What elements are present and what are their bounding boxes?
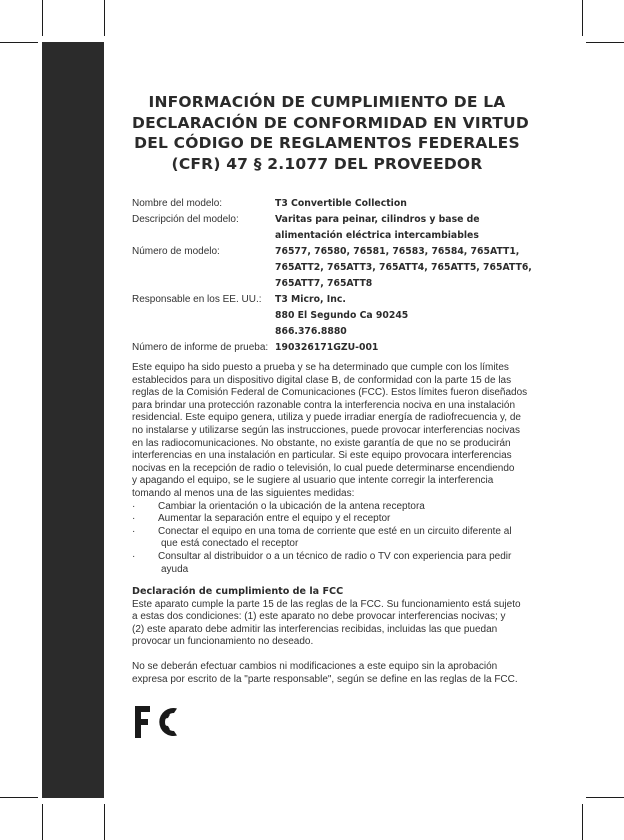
document-title [132,92,529,174]
paragraph-line: establecidos para un dispositivo digital clase B, de conformidad con la parte 15 de las [132,374,512,386]
list-item [132,513,522,526]
paragraph-line: no instalarse y utilizarse según las instrucciones, puede provocar interferencias nocivas [132,424,520,436]
spec-label: Número de informe de prueba: [132,342,269,353]
bullet-marker: · [132,550,136,562]
fcc-paragraph [132,599,522,649]
list-item-text [158,551,511,576]
spec-row-test-report [132,340,522,356]
spec-value [275,196,407,212]
spec-value-line: 866.376.8880 [275,326,347,337]
spec-value [275,292,408,340]
list-item-text [158,513,390,526]
list-item-line: Conectar el equipo en una toma de corriente que esté en un circuito diferente al [158,525,512,537]
crop-mark [0,797,38,798]
spec-value-line: 765ATT2, 765ATT3, 765ATT4, 765ATT5, 765ATT6, [275,262,532,273]
paragraph-line: provocar un funcionamiento no deseado. [132,636,314,648]
spec-label: Descripción del modelo: [132,214,239,225]
crop-mark [586,42,624,43]
paragraph-line: reglas de la Comisión Federal de Comunicaciones (FCC). Estos límites fueron diseñados [132,387,528,399]
spec-value-line: T3 Convertible Collection [275,198,407,209]
paragraph-line: nocivas en la recepción de radio o televisión, lo cual puede determinarse encendiendo [132,462,515,474]
spec-label: Responsable en los EE. UU.: [132,294,262,305]
paragraph-line: en las radiocomunicaciones. No obstante, no existe garantía de que no se producirán [132,437,511,449]
paragraph-line: tomando al menos una de las siguientes medidas: [132,487,355,499]
list-item-text [158,526,512,551]
paragraph-line: Este aparato cumple la parte 15 de las reglas de la FCC. Su funcionamiento está sujeto [132,598,521,610]
title-line: (CFR) 47 § 2.1077 DEL PROVEEDOR [171,154,483,173]
fcc-section-heading: Declaración de cumplimiento de la FCC [132,586,344,598]
list-item-line: Cambiar la orientación o la ubicación de la antena receptora [158,500,425,512]
crop-mark [0,42,38,43]
spec-value [275,244,532,292]
list-item [132,526,522,551]
fcc-logo-icon [133,704,179,745]
spec-value [275,340,378,356]
spec-row-model-description [132,212,522,244]
bullet-marker: · [132,513,136,525]
list-item-line: Consultar al distribuidor o a un técnico de radio o TV con experiencia para pedir [158,550,512,562]
compliance-paragraph [132,362,528,501]
spec-value-line: 880 El Segundo Ca 90245 [275,310,409,321]
fcc-logo-graphic [133,704,179,740]
spec-value [275,212,480,244]
changes-notice [132,661,522,686]
paragraph-line: y apagando el equipo, se le sugiere al usuario que intente corregir la interferencia [132,475,494,487]
list-item [132,501,522,514]
spec-table [132,196,532,356]
spec-value-line: 190326171GZU-001 [275,342,379,353]
paragraph-line: (2) este aparato debe admitir las interferencias recibidas, incluidas las que puedan [132,623,498,635]
title-line: INFORMACIÓN DE CUMPLIMIENTO DE LA [148,93,506,111]
paragraph-line: para brindar una protección razonable contra la interferencia nociva en una instalación [132,399,516,411]
dark-spine-band [42,42,104,798]
crop-mark [104,804,105,840]
paragraph-line: interferencias en una instalación en particular. Si este equipo provocara interferencias [132,450,512,462]
crop-mark [42,804,43,840]
spec-value-line: alimentación eléctrica intercambiables [275,230,479,241]
spec-label: Número de modelo: [132,246,220,257]
document-body [132,92,532,686]
spec-value-line: Varitas para peinar, cilindros y base de [275,214,480,225]
bullet-marker: · [132,525,136,537]
measures-list [132,501,522,577]
spec-value-line: 76577, 76580, 76581, 76583, 76584, 765ATT1, [275,246,520,257]
crop-mark [586,797,624,798]
paragraph-line: residencial. Este equipo genera, utiliza y puede irradiar energía de radiofrecuencia y, de [132,412,521,424]
crop-mark [42,0,43,36]
list-item-line: que está conectado el receptor [161,538,299,550]
bullet-marker: · [132,500,136,512]
spec-value-line: T3 Micro, Inc. [275,294,346,305]
list-item-line: ayuda [161,563,189,575]
spec-value-line: 765ATT7, 765ATT8 [275,278,373,289]
list-item-text [158,501,425,514]
spec-row-model-number [132,244,532,292]
title-line: DECLARACIÓN DE CONFORMIDAD EN VIRTUD [132,113,529,132]
crop-mark [582,804,583,840]
crop-mark [104,0,105,36]
crop-mark [582,0,583,36]
paragraph-line: Este equipo ha sido puesto a prueba y se ha determinado que cumple con los límites [132,362,509,373]
paragraph-line: No se deberán efectuar cambios ni modificaciones a este equipo sin la aprobación [132,661,498,673]
spec-row-model-name [132,196,522,212]
paragraph-line: expresa por escrito de la "parte responsable", según se define en las reglas de la FCC. [132,673,518,685]
list-item [132,551,522,576]
list-item-line: Aumentar la separación entre el equipo y el receptor [158,513,391,525]
spec-row-responsible [132,292,522,340]
title-line: DEL CÓDIGO DE REGLAMENTOS FEDERALES [134,134,520,152]
spec-label: Nombre del modelo: [132,198,223,209]
paragraph-line: a estas dos condiciones: (1) este aparato no debe provocar interferencias nocivas; y [132,611,506,623]
